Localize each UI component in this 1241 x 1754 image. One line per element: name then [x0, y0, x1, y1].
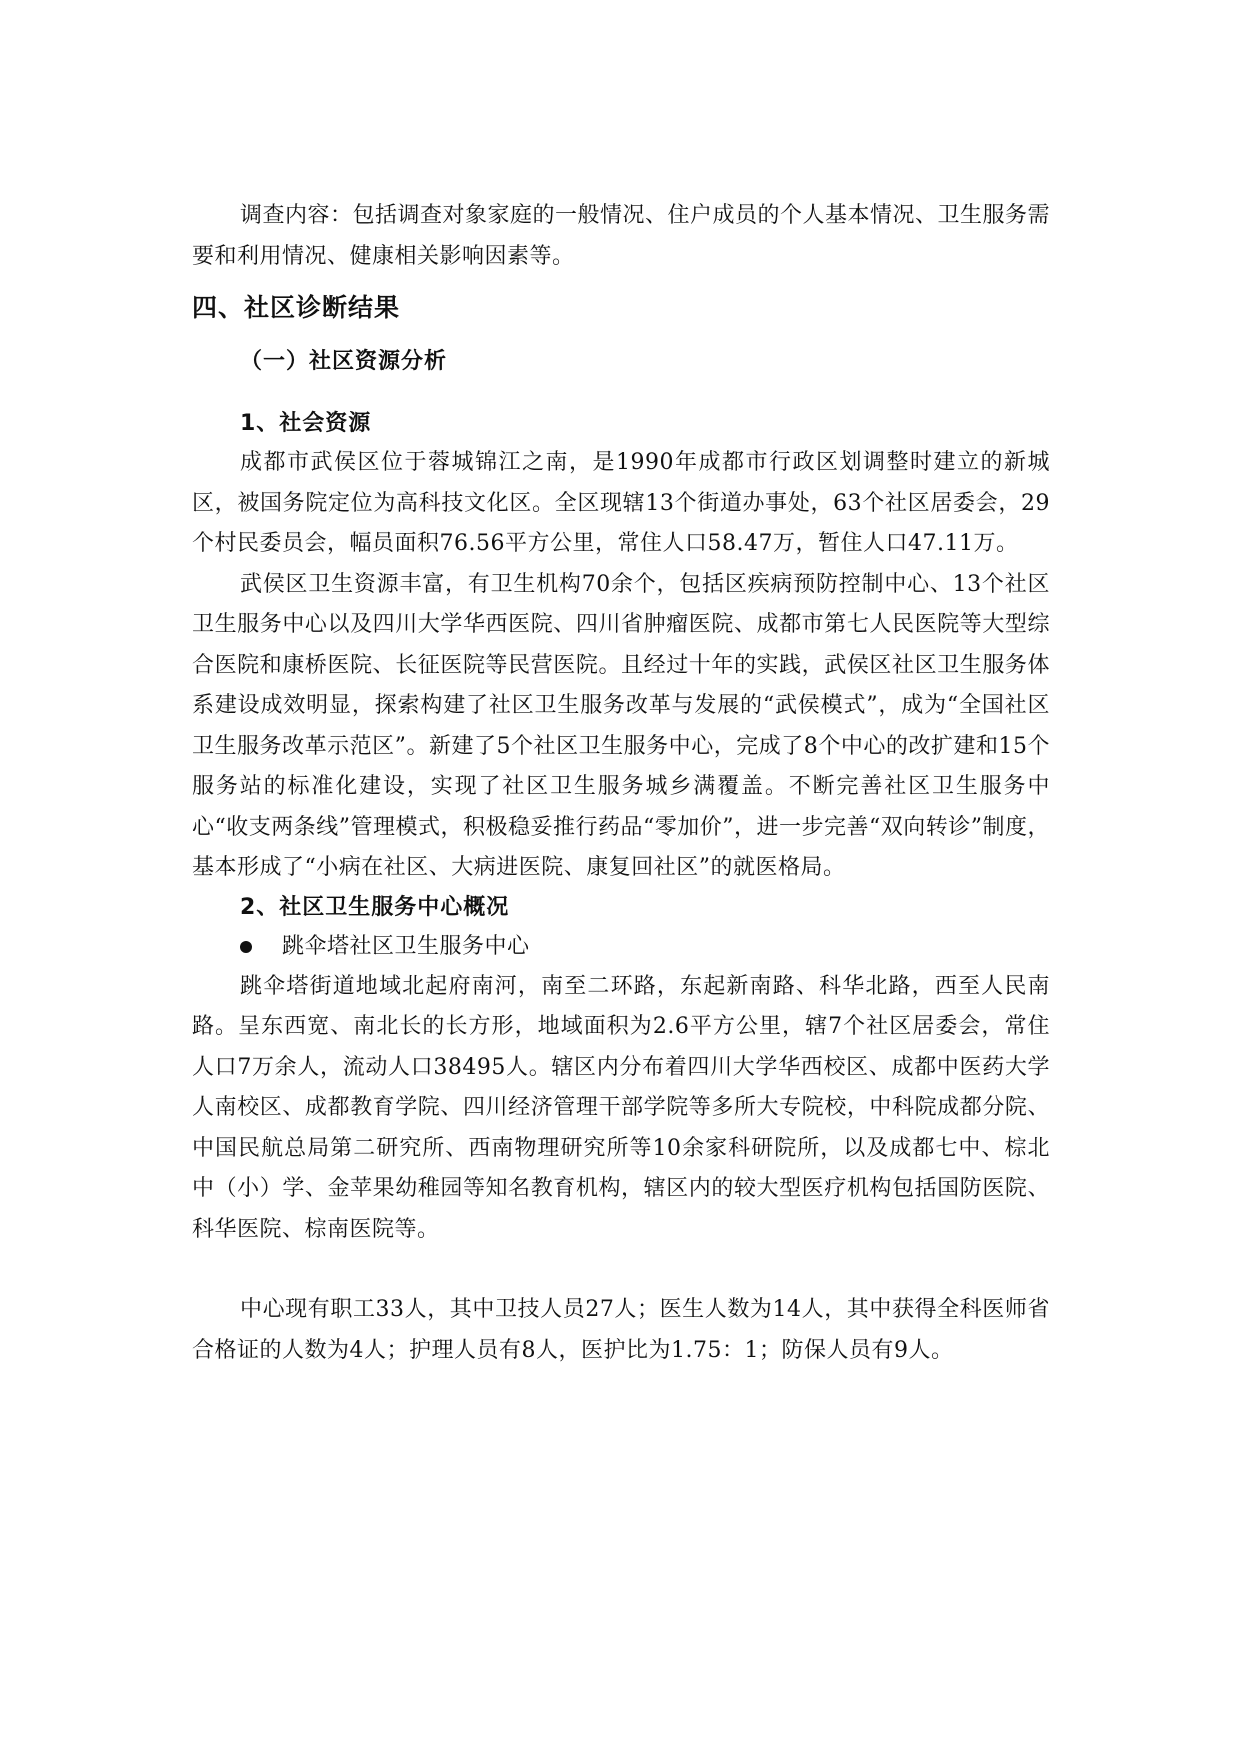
center-staff-paragraph: 中心现有职工33人，其中卫技人员27人；医生人数为14人，其中获得全科医师省合格证的人数为4人；护理人员有8人，医护比为1.75：1；防保人员有9人。: [192, 1297, 1050, 1363]
document-page: [192, 196, 1050, 1371]
bullet-item: [240, 927, 1050, 967]
paragraph-spacer: [192, 1250, 1050, 1290]
bullet-text: 跳伞塔社区卫生服务中心: [282, 933, 530, 959]
bullet-dot-icon: [240, 941, 252, 953]
survey-content-paragraph: 调查内容：包括调查对象家庭的一般情况、住户成员的个人基本情况、卫生服务需要和利用情况、健康相关影响因素等。: [192, 203, 1051, 269]
section-title: 四、社区诊断结果: [192, 293, 401, 322]
item-1-title: 1、社会资源: [240, 411, 372, 436]
subsection-title: （一）社区资源分析: [240, 349, 448, 374]
social-resources-paragraph-2: 武侯区卫生资源丰富，有卫生机构70余个，包括区疾病预防控制中心、13个社区卫生服务中心以及四川大学华西医院、四川省肿瘤医院、成都市第七人民医院等大型综合医院和康桥医院、长征医院等民营医院。且经过十年的实践，武侯区社区卫生服务体系建设成效明显，探索构建了社区卫生服务改革与发展的“武侯模式”，成为“全国社区卫生服务改革示范区”。新建了5个社区卫生服务中心，完成了8个中心的改扩建和15个服务站的标准化建设，实现了社区卫生服务城乡满覆盖。不断完善社区卫生服务中心“收支两条线”管理模式，积极稳妥推行药品“零加价”，进一步完善“双向转诊”制度，基本形成了“小病在社区、大病进医院、康复回社区”的就医格局。: [192, 571, 1050, 880]
center-overview-paragraph: 跳伞塔街道地域北起府南河，南至二环路，东起新南路、科华北路，西至人民南路。呈东西宽、南北长的长方形，地域面积为2.6平方公里，辖7个社区居委会，常住人口7万余人，流动人口38495人。辖区内分布着四川大学华西校区、成都中医药大学人南校区、成都教育学院、四川经济管理干部学院等多所大专院校，中科院成都分院、中国民航总局第二研究所、西南物理研究所等10余家科研院所，以及成都七中、棕北中（小）学、金苹果幼稚园等知名教育机构，辖区内的较大型医疗机构包括国防医院、科华医院、棕南医院等。: [192, 973, 1050, 1242]
item-2-title: 2、社区卫生服务中心概况: [240, 894, 510, 920]
social-resources-paragraph-1: 成都市武侯区位于蓉城锦江之南，是1990年成都市行政区划调整时建立的新城区，被国务院定位为高科技文化区。全区现辖13个街道办事处，63个社区居委会，29个村民委员会，幅员面积76.56平方公里，常住人口58.47万，暂住人口47.11万。: [192, 450, 1050, 556]
